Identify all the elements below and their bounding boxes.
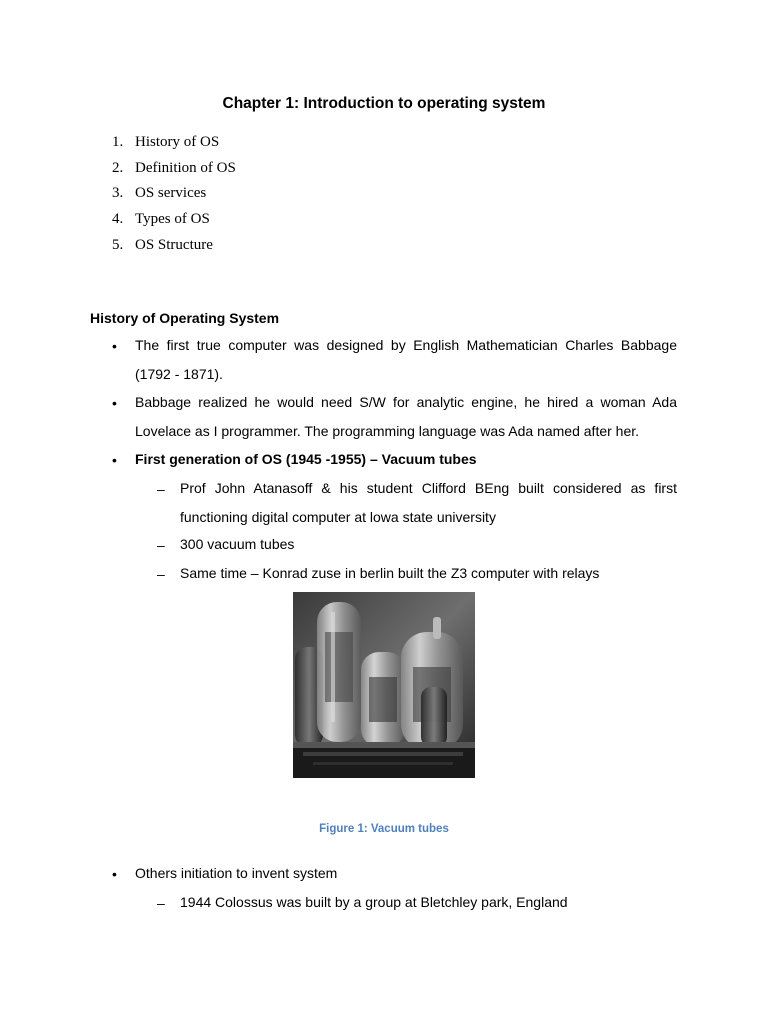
vacuum-tubes-illustration [293,592,475,778]
bullet-icon: • [112,395,117,411]
sub-bullet-text: 1944 Colossus was built by a group at Bletchley park, England [180,894,568,910]
bullet-text: Others initiation to invent system [135,865,338,881]
toc-item: 4. Types of OS [112,211,210,227]
dash-icon: – [157,895,165,911]
toc-item: 3. OS services [112,185,207,201]
bullet-text: First generation of OS (1945 -1955) – Vacuum tubes [135,451,477,467]
bullet-icon: • [112,866,117,882]
toc-item: 2. Definition of OS [112,160,236,176]
bullet-text: The first true computer was designed by English Mathematician Charles Babbage (1792 - 1871). [135,337,677,382]
bullet-icon: • [112,338,117,354]
sub-bullet-text: 300 vacuum tubes [180,536,295,552]
dash-icon: – [157,481,165,497]
dash-icon: – [157,537,165,553]
figure-caption: Figure 1: Vacuum tubes [319,823,449,835]
bullet-icon: • [112,452,117,468]
sub-bullet-text: Same time – Konrad zuse in berlin built the Z3 computer with relays [180,565,600,581]
section-heading: History of Operating System [90,310,280,326]
toc-item: 5. OS Structure [112,237,213,253]
toc-item: 1. History of OS [112,134,220,150]
dash-icon: – [157,566,165,582]
vacuum-tubes-photo [293,592,475,778]
bullet-text: Babbage realized he would need S/W for analytic engine, he hired a woman Ada Lovelace as I programmer. The programming language was Ada named after her. [135,394,677,439]
sub-bullet-text: Prof John Atanasoff & his student Clifford BEng built considered as first functioning digital computer at lowa state university [180,480,677,525]
chapter-title: Chapter 1: Introduction to operating system [222,95,546,112]
